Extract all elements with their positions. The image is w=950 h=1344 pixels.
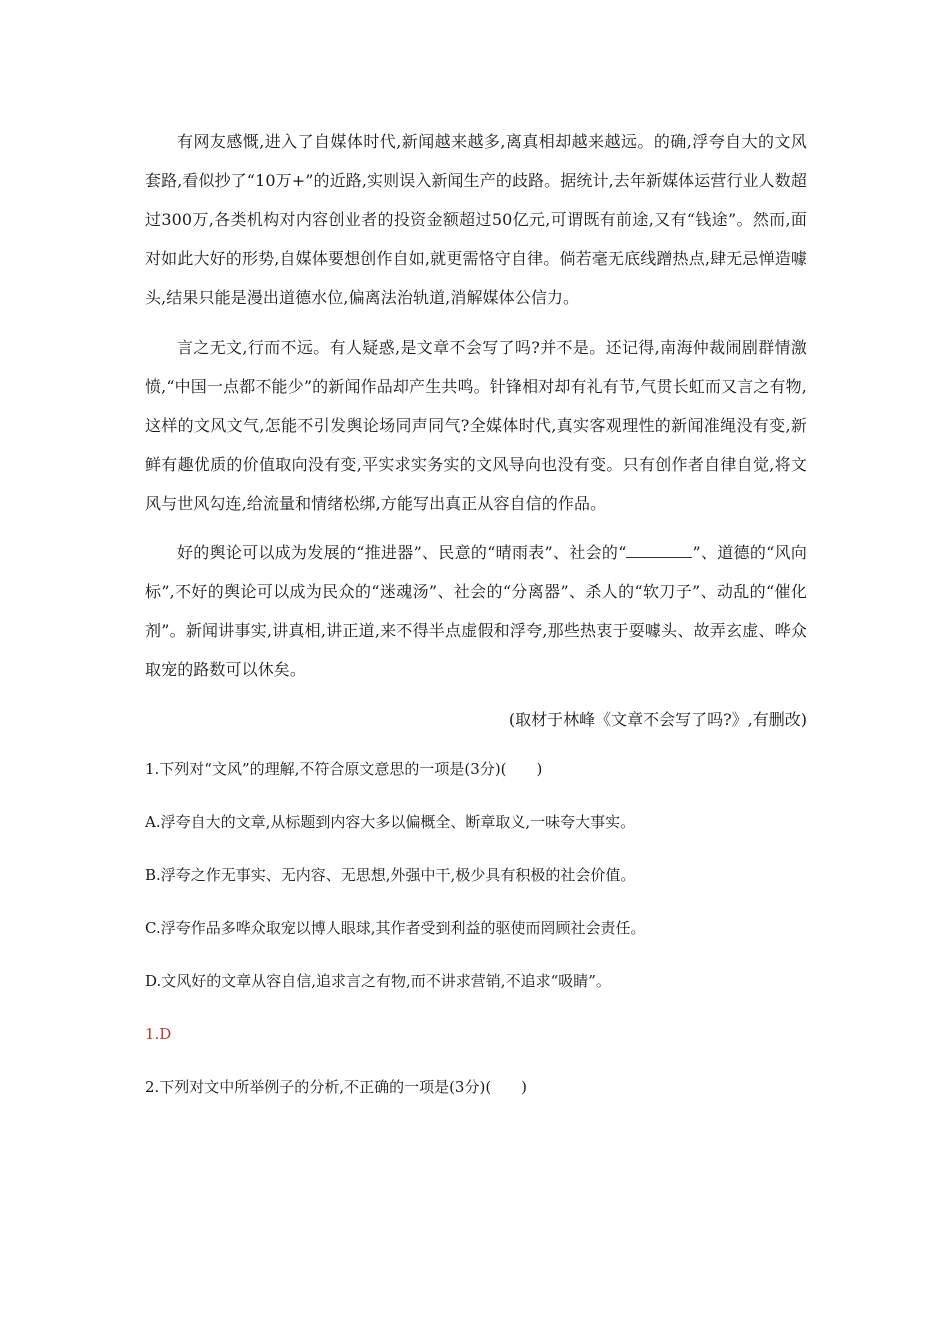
question-1-answer: 1.D bbox=[145, 1025, 172, 1043]
passage-paragraph-3 bbox=[145, 533, 807, 689]
source-citation: (取材于林峰《文章不会写了吗?》,有删改) bbox=[508, 710, 807, 729]
passage-paragraph-2: 言之无文,行而不远。有人疑惑,是文章不会写了吗?并不是。还记得,南海仲裁闹剧群情激愤,“中国一点都不能少”的新闻作品却产生共鸣。针锋相对却有礼有节,气贯长虹而又言之有物,这样的文风文气,怎能不引发舆论场同声同气?全媒体时代,真实客观理性的新闻准绳没有变,新鲜有趣优质的价值取向没有变,平实求实务实的文风导向也没有变。只有创作者自律自觉,将文风与世风勾连,给流量和情绪松绑,方能写出真正从容自信的作品。 bbox=[145, 338, 807, 513]
fill-in-blank bbox=[626, 543, 692, 558]
question-1-option-c: C.浮夸作品多哗众取宠以博人眼球,其作者受到利益的驱使而罔顾社会责任。 bbox=[145, 919, 646, 937]
question-1-option-b: B.浮夸之作无事实、无内容、无思想,外强中干,极少具有积极的社会价值。 bbox=[145, 866, 636, 884]
passage-paragraph-1: 有网友感慨,进入了自媒体时代,新闻越来越多,离真相却越来越远。的确,浮夸自大的文风套路,看似抄了“10万+”的近路,实则误入新闻生产的歧路。据统计,去年新媒体运营行业人数超过300万,各类机构对内容创业者的投资金额超过50亿元,可谓既有前途,又有“钱途”。然而,面对如此大好的形势,自媒体要想创作自如,就更需恪守自律。倘若毫无底线蹭热点,肆无忌惮造噱头,结果只能是漫出道德水位,偏离法治轨道,消解媒体公信力。 bbox=[145, 132, 807, 307]
paragraph-3-text-start: 好的舆论可以成为发展的“推进器”、民意的“晴雨表”、社会的“ bbox=[177, 543, 627, 562]
question-1-option-a: A.浮夸自大的文章,从标题到内容大多以偏概全、断章取义,一味夸大事实。 bbox=[145, 813, 636, 831]
paragraph-3-text-end: ”、道德的“风向标”,不好的舆论可以成为民众的“迷魂汤”、社会的“分离器”、杀人的“软刀子”、动乱的“催化剂”。新闻讲事实,讲真相,讲正道,来不得半点虚假和浮夸,那些热衷于耍噱头、故弄玄虚、哗众取宠的路数可以休矣。 bbox=[145, 543, 807, 679]
question-1-stem: 1.下列对“文风”的理解,不符合原文意思的一项是(3分)( ) bbox=[145, 760, 543, 778]
question-2-stem: 2.下列对文中所举例子的分析,不正确的一项是(3分)( ) bbox=[145, 1078, 528, 1096]
document-page bbox=[145, 122, 807, 1102]
question-1-option-d: D.文风好的文章从容自信,追求言之有物,而不讲求营销,不追求“吸睛”。 bbox=[145, 972, 611, 990]
